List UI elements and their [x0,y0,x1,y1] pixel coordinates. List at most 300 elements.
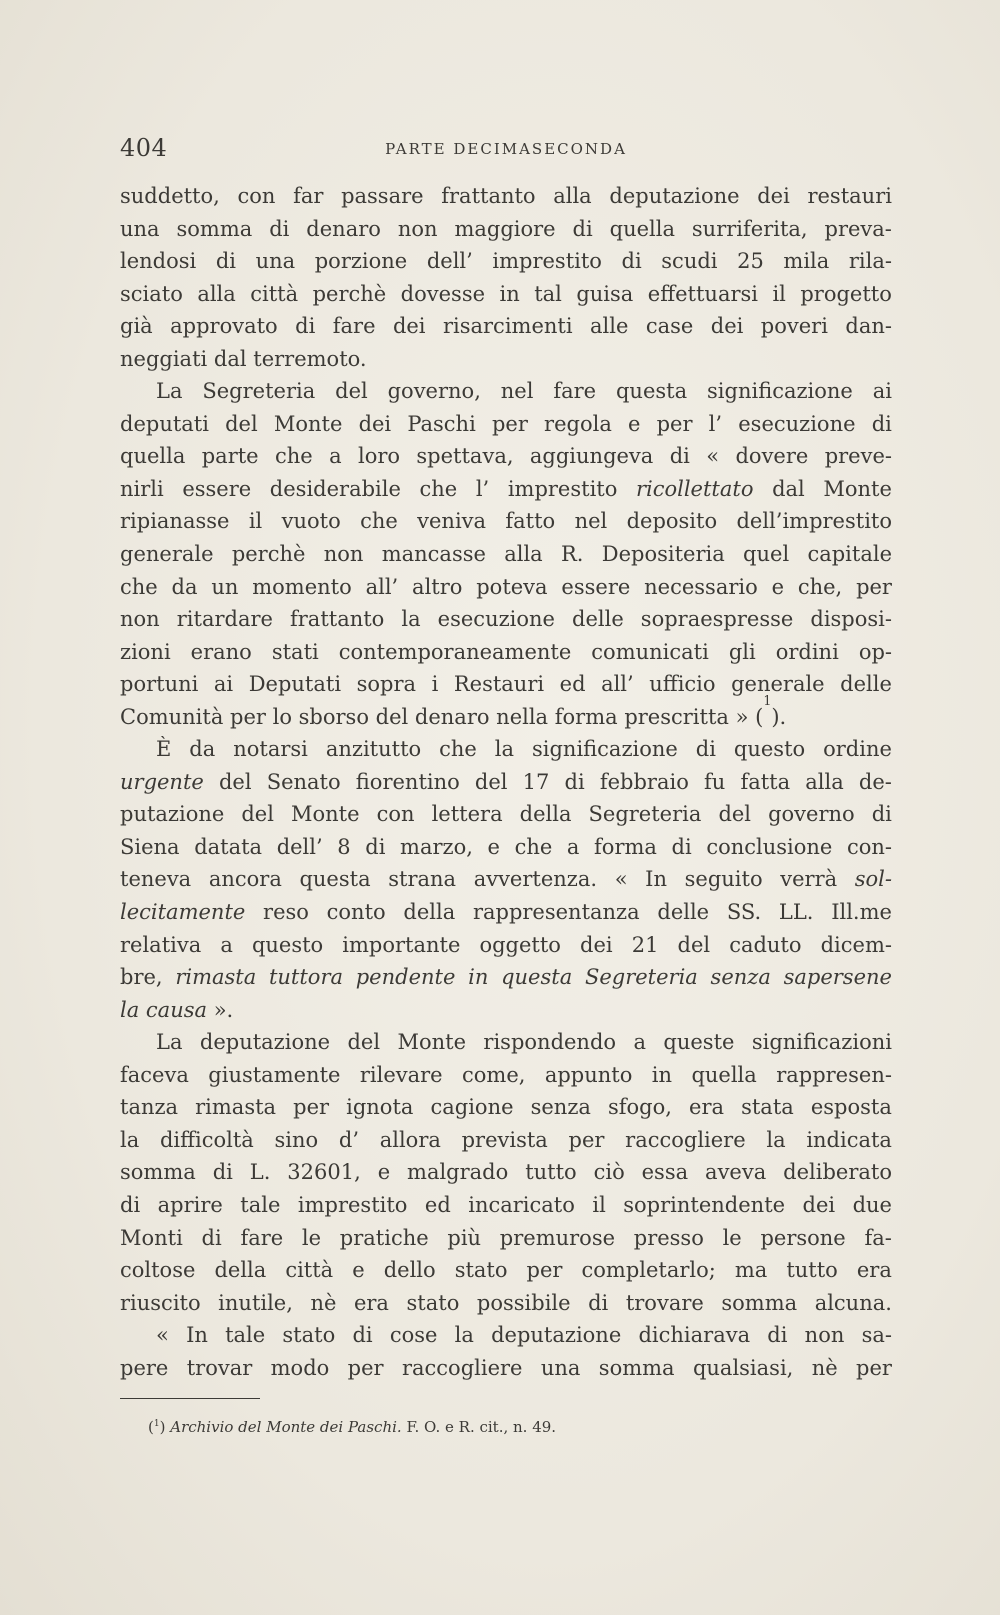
text-line [120,213,892,246]
word: regola [544,411,612,436]
word: ai [872,379,892,404]
text-line [120,896,892,929]
word: che [419,476,458,501]
word: del [347,1030,381,1055]
word: non [804,1323,845,1348]
footnote-ref: 1 [763,692,772,708]
word: pere [120,1355,169,1380]
word: per [491,411,528,436]
word: sopra [356,672,417,697]
word: di [871,802,892,827]
word: di [621,249,642,274]
word: dei [580,932,613,957]
word: Segreteria [202,379,316,404]
word: esecuzione [738,411,856,436]
word: Siena [120,834,180,859]
word: alle [590,314,629,339]
word: incaricato [468,1192,575,1217]
word: sino [274,1127,319,1152]
word: la [454,1323,474,1348]
word: mancasse [381,542,486,567]
running-title: PARTE DECIMASECONDA [385,140,627,158]
word: conto [326,900,386,925]
word: non [323,542,364,567]
word: teneva [120,867,192,892]
word: essere [182,476,252,501]
text-segment: Comunità per lo sborso del denaro nella forma prescritta » ( [120,704,764,729]
word: dello [383,1258,436,1283]
word: e [352,1258,365,1283]
word: del [677,932,711,957]
word: più [447,1225,482,1250]
text-line [120,863,892,896]
word: loro [357,444,401,469]
word: giustamente [208,1062,341,1087]
word: progetto [800,281,892,306]
word: aggiungeva [529,444,654,469]
word: lecitamente [120,900,246,925]
word: dei [802,1192,836,1217]
word: presso [633,1225,704,1250]
word: due [852,1192,892,1217]
text-line [120,1287,892,1320]
word: in [651,1062,673,1087]
word: L. [249,1160,271,1185]
word: del [335,379,368,404]
word: mila [783,249,830,274]
word: ma [734,1258,768,1283]
word: ordini [775,639,839,664]
word: che [274,444,313,469]
word: Depositeria [601,542,725,567]
word: possibile [476,1290,571,1315]
word: questa [615,379,688,404]
word: op- [858,639,892,664]
word: come, [462,1062,526,1087]
word: lendosi [120,249,197,274]
word: alla [504,542,543,567]
word: a [566,834,580,859]
word: In [186,1323,208,1348]
word: di [695,737,716,762]
word: inutile, [218,1290,293,1315]
word: di [564,769,585,794]
word: qualsiasi, [692,1355,794,1380]
word: veniva [417,509,487,534]
word: Monti [120,1225,183,1250]
word: premurose [499,1225,616,1250]
word: sapersene [783,965,892,990]
word: poveri [760,314,828,339]
word: della [519,802,572,827]
word: aprire [157,1192,223,1217]
word: d’ [338,1127,360,1152]
text-line [120,538,892,571]
word: che, [797,574,843,599]
word: di [215,249,236,274]
word: le [301,1225,322,1250]
word: aveva [705,1160,767,1185]
word: ordine [823,737,892,762]
word: restauri [807,184,892,208]
word: del [718,802,752,827]
word: dovere [735,444,809,469]
word: Restauri [453,672,545,697]
word: raccogliere [625,1127,746,1152]
word: città [285,1258,334,1283]
word: putazione [120,802,225,827]
word: passare [341,184,424,208]
word: per [347,1355,384,1380]
word: pratiche [339,1225,429,1250]
word: ciò [593,1160,625,1185]
word: perchè [312,281,387,306]
word: « [156,1323,169,1348]
text-line [120,1091,892,1124]
word: dell’ [276,834,323,859]
word: zioni [120,639,171,664]
word: questo [733,737,806,762]
word: per [656,411,693,436]
text-line [120,473,892,506]
word: imprestito [492,249,602,274]
word: dei [757,184,790,208]
text-line [120,1319,892,1352]
word: governo [768,802,855,827]
text-line [120,636,892,669]
word: anzitutto [325,737,422,762]
word: a [633,1030,646,1055]
word: R. [560,542,584,567]
word: ignota [346,1095,414,1120]
word: nel [574,509,608,534]
word: dei [392,314,426,339]
word: il [772,281,786,306]
word: imprestito [507,476,618,501]
word: nè [811,1355,838,1380]
footnote-citation: F. O. e R. cit., n. 49. [401,1418,557,1436]
word: importante [342,932,461,957]
word: Monte [397,1030,467,1055]
word: capitale [807,542,892,567]
word: conclusione [706,834,833,859]
word: stato [406,1290,460,1315]
word: di [767,1323,788,1348]
word: senza [710,965,771,990]
word: somma [598,1355,675,1380]
word: e [377,1160,391,1185]
word: alla [553,184,592,208]
word: del [218,769,252,794]
word: all’ [601,672,634,697]
word: Segreteria [584,965,698,990]
word: persone [760,1225,846,1250]
word: di [669,444,690,469]
word: oggetto [479,932,561,957]
word: prevista [461,1127,548,1152]
word: Monte [273,411,343,436]
word: rispondendo [483,1030,617,1055]
word: era [856,1258,892,1283]
word: stato [282,1323,336,1348]
word: 21 [631,932,659,957]
word: necessario [644,574,758,599]
word: il [248,509,263,534]
word: delle [572,607,624,632]
word: quella [691,1062,757,1087]
word: della [403,900,456,925]
word: dell’imprestito [736,509,892,534]
word: con- [846,834,892,859]
footnote-source: Archivio del Monte dei Paschi. [170,1418,402,1436]
word: ai [213,672,234,697]
word: Segreteria [588,802,702,827]
word: e [628,411,641,436]
word: Deputati [248,672,342,697]
word: bre, [120,965,163,990]
text-line [120,1124,892,1157]
word: maggiore [454,216,556,241]
word: somma [176,216,253,241]
word: urgente [120,769,204,794]
text-line [120,798,892,831]
word: stata [741,1095,794,1120]
text-line [120,310,892,343]
word: di [365,834,386,859]
word: portuni [120,672,199,697]
word: perchè [231,542,306,567]
word: deputazione [609,184,740,208]
word: alla [197,281,236,306]
word: per [293,1095,330,1120]
word: era [353,1290,389,1315]
text-line [120,180,892,213]
word: SS. [726,900,762,925]
word: 32601, [287,1160,361,1185]
text-line [120,1059,892,1092]
word: di [588,1290,609,1315]
word: deputazione [491,1323,622,1348]
word: cagione [430,1095,514,1120]
text-line [120,766,892,799]
word: non [120,607,160,632]
word: far [293,184,324,208]
footnote [148,1418,556,1436]
word: Monte [823,476,892,501]
word: quel [743,542,790,567]
text-line [120,1222,892,1255]
word: il [592,1192,606,1217]
word: esecuzione [437,607,555,632]
word: non [397,216,438,241]
word: una [255,249,296,274]
text-line [120,440,892,473]
word: una [120,216,160,241]
word: questa [501,965,573,990]
text-segment: ». [207,997,234,1022]
word: ripianasse [120,509,230,534]
text-segment: la causa [120,997,208,1022]
word: ricollettato [635,476,754,501]
word: stato [454,1258,508,1283]
text-line [120,1156,892,1189]
word: « [614,867,628,892]
word: denaro [306,216,381,241]
word: era [689,1095,725,1120]
word: dei [710,314,744,339]
word: un [211,574,239,599]
word: surriferita, [691,216,808,241]
word: dal [772,476,805,501]
word: sa- [861,1323,892,1348]
word: fiorentino [355,769,460,794]
word: vuoto [281,509,341,534]
word: preva- [824,216,892,241]
word: di [120,1192,141,1217]
word: nel [500,379,534,404]
word: La [156,1030,183,1055]
text-line [120,1026,892,1059]
word: essa [641,1160,689,1185]
word: approvato [170,314,278,339]
word: generale [120,542,214,567]
word: parte [201,444,259,469]
word: somma [721,1290,798,1315]
word: quella [609,216,675,241]
word: dovesse [400,281,486,306]
word: fatta [740,769,791,794]
word: con [237,184,276,208]
word: malgrado [407,1160,509,1185]
word: del [225,411,258,436]
text-line [120,668,892,701]
text-segment: neggiati dal terremoto. [120,346,367,371]
word: generale [731,672,825,697]
word: 8 [337,834,351,859]
text-line [120,961,892,994]
word: governo, [387,379,481,404]
body-text [120,180,892,1384]
page-header [120,134,892,168]
word: sopraespresse [640,607,794,632]
word: rimasta [175,965,257,990]
word: del [241,802,274,827]
word: allora [379,1127,441,1152]
word: In [645,867,667,892]
word: spettava, [416,444,514,469]
word: febbraio [599,769,689,794]
word: contemporaneamente [338,639,572,664]
word: tutto [525,1160,577,1185]
word: ufficio [649,672,716,697]
word: tanza [120,1095,179,1120]
word: e [771,574,785,599]
word: nè [310,1290,337,1315]
word: tale [240,1192,281,1217]
word: questo [251,932,324,957]
word: deliberato [783,1160,892,1185]
text-line [120,1352,892,1385]
word: dan- [845,314,892,339]
word: 17 [522,769,550,794]
word: che [439,737,477,762]
word: rila- [848,249,892,274]
word: desiderabile [269,476,401,501]
text-line [120,692,892,734]
word: con [376,802,415,827]
word: deputazione [199,1030,331,1055]
word: queste [663,1030,735,1055]
text-line [120,1254,892,1287]
word: imprestito [297,1192,408,1217]
word: soprintendente [623,1192,786,1217]
word: la [401,607,421,632]
word: ed [424,1192,451,1217]
word: deputati [120,411,209,436]
text-line [120,343,892,376]
word: alla [805,769,844,794]
word: La [156,379,183,404]
word: significazione [531,737,678,762]
word: da [189,737,216,762]
word: nirli [120,476,164,501]
text-line [120,603,892,636]
word: somma [120,1160,196,1185]
word: sciato [120,281,183,306]
word: coltose [120,1258,196,1283]
word: di [269,216,290,241]
word: in [499,281,520,306]
word: comunicati [591,639,709,664]
word: a [220,932,233,957]
word: dicem- [820,932,892,957]
footnote-separator [120,1398,260,1399]
word: trovare [625,1290,704,1315]
word: di [572,216,593,241]
word: caduto [729,932,802,957]
word: cose [389,1323,438,1348]
word: alcuna. [814,1290,892,1315]
word: appunto [544,1062,633,1087]
word: per [568,1127,605,1152]
text-segment: ). [771,704,787,729]
word: pendente [355,965,456,990]
word: relativa [120,932,202,957]
word: « [706,444,720,469]
word: di [201,1225,222,1250]
text-line [120,505,892,538]
word: di [295,314,316,339]
word: riuscito [120,1290,201,1315]
word: verrà [780,867,838,892]
word: per [526,1258,563,1283]
text-line [120,408,892,441]
word: di [871,411,892,436]
word: e [487,834,500,859]
word: de- [858,769,892,794]
word: che [120,574,158,599]
word: quella [120,444,186,469]
word: significazione [707,379,853,404]
word: significazioni [751,1030,892,1055]
word: risarcimenti [442,314,573,339]
text-line [120,929,892,962]
word: porzione [314,249,408,274]
word: È [156,737,172,762]
word: datata [194,834,263,859]
word: gli [728,639,756,664]
page-number: 404 [120,134,168,162]
